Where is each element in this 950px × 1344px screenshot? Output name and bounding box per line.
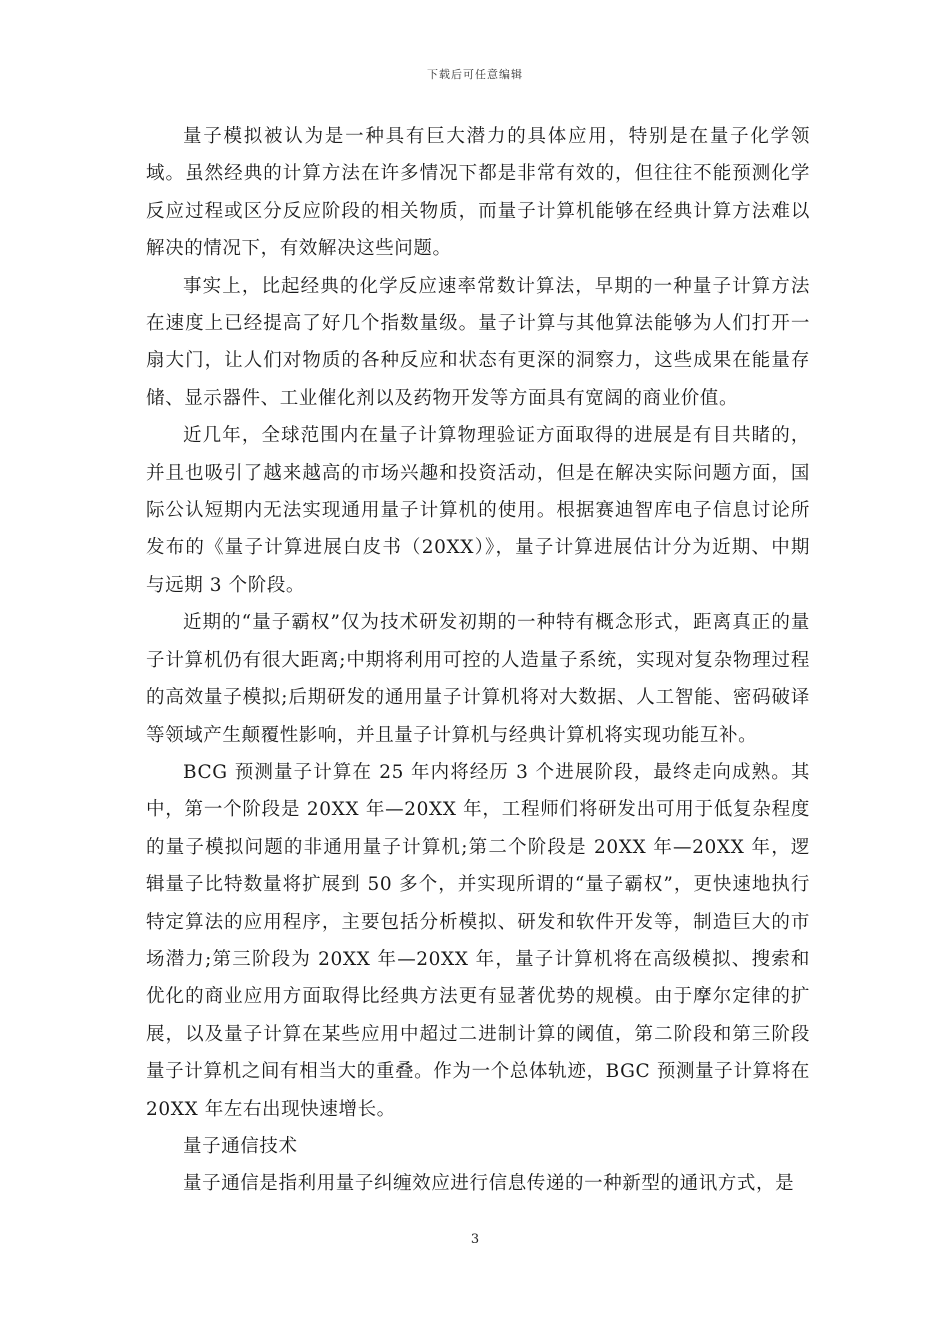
paragraph-reaction-rate: 事实上，比起经典的化学反应速率常数计算法，早期的一种量子计算方法在速度上已经提高了好几个指数量级。量子计算与其他算法能够为人们打开一扇大门，让人们对物质的各种反应和状态有更深的洞察力，这些成果在能量存储、显示器件、工业催化剂以及药物开发等方面具有宽阔的商业价值。 [146, 275, 810, 409]
paragraph-recent-progress: 近几年，全球范围内在量子计算物理验证方面取得的进展是有目共睹的，并且也吸引了越来越高的市场兴趣和投资活动，但是在解决实际问题方面，国际公认短期内无法实现通用量子计算机的使用。根据赛迪智库电子信息讨论所发布的《量子计算进展白皮书（20XX）》，量子计算进展估计分为近期、中期与远期 3 个阶段。 [146, 425, 810, 596]
document-body [146, 118, 810, 1203]
paragraph-quantum-supremacy: 近期的“量子霸权”仅为技术研发初期的一种特有概念形式，距离真正的量子计算机仍有很大距离;中期将利用可控的人造量子系统，实现对复杂物理过程的高效量子模拟;后期研发的通用量子计算机将对大数据、人工智能、密码破译等领域产生颠覆性影响，并且量子计算机与经典计算机将实现功能互补。 [146, 612, 810, 746]
paragraph-quantum-communication: 量子通信是指利用量子纠缠效应进行信息传递的一种新型的通讯方式，是 [183, 1173, 795, 1195]
section-heading-quantum-communication: 量子通信技术 [183, 1135, 298, 1157]
paragraph-quantum-simulation: 量子模拟被认为是一种具有巨大潜力的具体应用，特别是在量子化学领域。虽然经典的计算方法在许多情况下都是非常有效的，但往往不能预测化学反应过程或区分反应阶段的相关物质，而量子计算机能够在经典计算方法难以解决的情况下，有效解决这些问题。 [146, 126, 810, 260]
page-header: 下载后可任意编辑 [427, 68, 523, 81]
paragraph-bcg-forecast: BCG 预测量子计算在 25 年内将经历 3 个进展阶段，最终走向成熟。其中，第一个阶段是 20XX 年—20XX 年，工程师们将研发出可用于低复杂程度的量子模拟问题的非通用量子计算机;第二个阶段是 20XX 年—20XX 年，逻辑量子比特数量将扩展到 50 多个，并实现所谓的“量子霸权”，更快速地执行特定算法的应用程序，主要包括分析模拟、研发和软件开发等，制造巨大的市场潜力;第三阶段为 20XX 年—20XX 年，量子计算机将在高级模拟、搜索和优化的商业应用方面取得比经典方法更有显著优势的规模。由于摩尔定律的扩展，以及量子计算在某些应用中超过二进制计算的阈值，第二阶段和第三阶段量子计算机之间有相当大的重叠。作为一个总体轨迹，BGC 预测量子计算将在 20XX 年左右出现快速增长。 [146, 761, 810, 1120]
page-number: 3 [470, 1232, 480, 1247]
